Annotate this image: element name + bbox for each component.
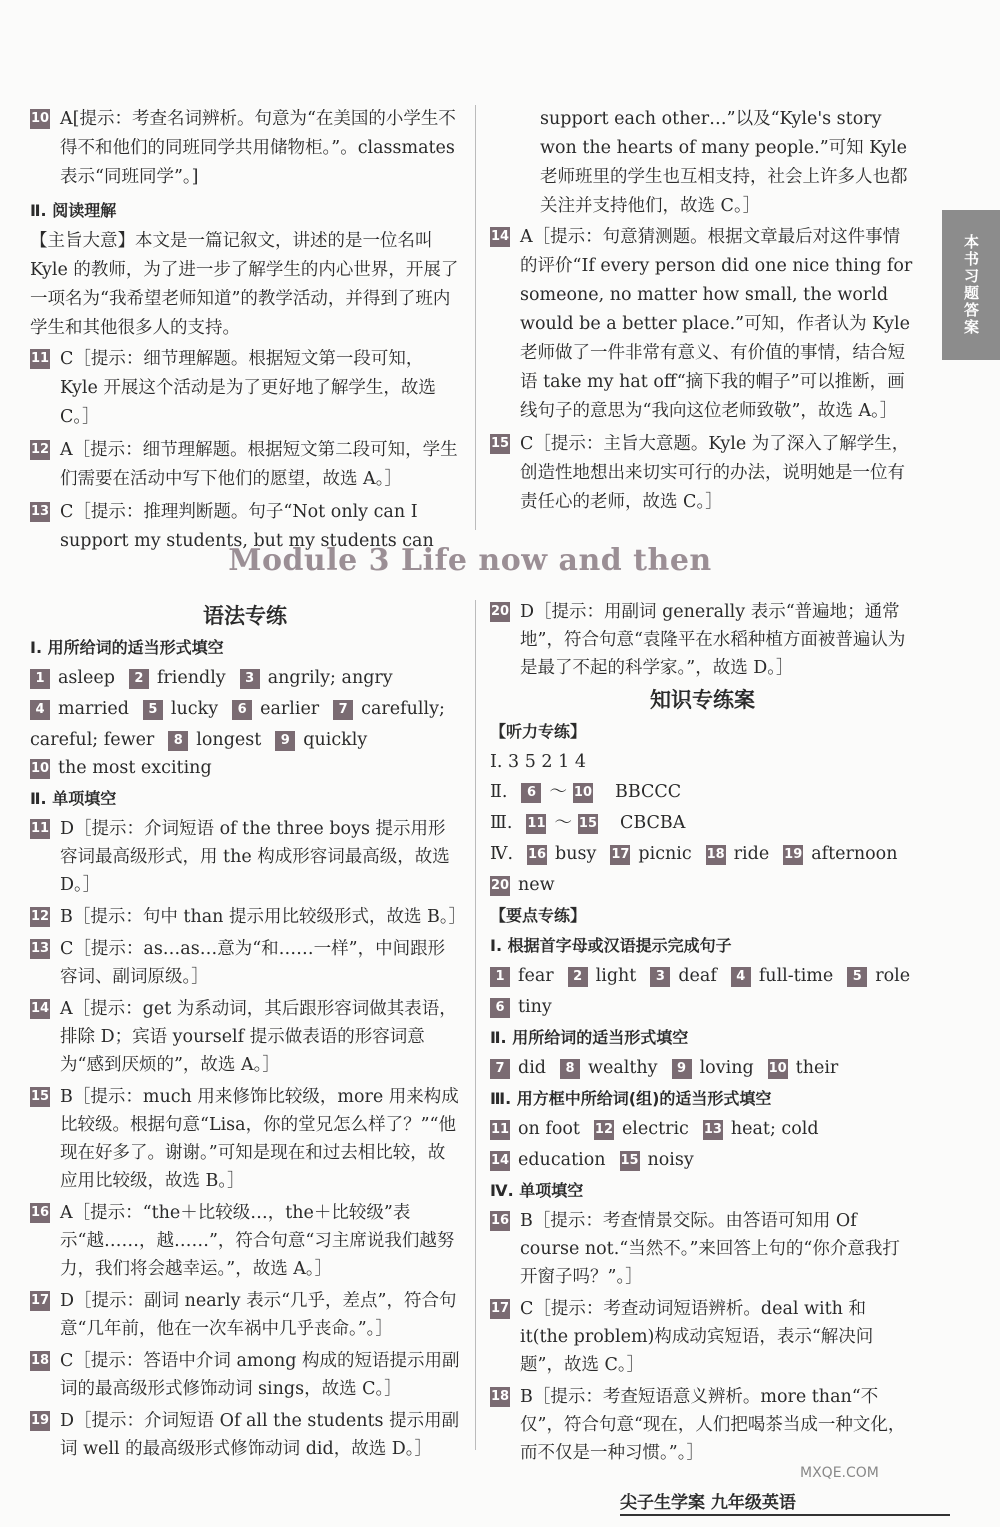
answer-row xyxy=(30,664,460,692)
answer-row xyxy=(490,1146,915,1174)
question-number: 12 xyxy=(30,440,50,460)
answer-entry xyxy=(30,1199,460,1283)
answer-word: electric xyxy=(621,1119,689,1139)
answer-entry xyxy=(30,815,460,899)
question-number: 11 xyxy=(490,1120,510,1140)
question-number: 17 xyxy=(490,1299,510,1319)
question-number: 13 xyxy=(30,502,50,522)
answer-word: earlier xyxy=(260,699,320,719)
question-number: 3 xyxy=(240,669,260,689)
bottom-right-column xyxy=(490,598,915,1471)
answer-text: C［提示：推理判断题。句子“Not only can I support my students, but my students can xyxy=(60,502,434,551)
listening-row: Ⅲ. 11 ～ 15 CBCBA xyxy=(490,809,915,837)
question-number: 2 xyxy=(129,669,149,689)
answer-word: wealthy xyxy=(588,1058,658,1078)
listening-row: Ⅱ. 6 ～ 10 BBCCC xyxy=(490,778,915,806)
answer-text: C［提示：考查动词短语辨析。deal with 和 it(the problem)构成动宾短语，表示“解决问题”，故选 C。］ xyxy=(520,1299,874,1375)
answer-entry xyxy=(30,345,460,432)
question-number: 11 xyxy=(30,819,50,839)
answer-entry xyxy=(490,1295,915,1379)
question-number: 11 xyxy=(30,349,50,369)
answer-word: deaf xyxy=(678,966,717,986)
question-number: 12 xyxy=(30,907,50,927)
answer-row xyxy=(490,993,915,1021)
question-number: 17 xyxy=(30,1291,50,1311)
answer-text: A[提示：考查名词辨析。句意为“在美国的小学生不得不和他们的同班同学共用储物柜。”。classmates 表示“同班同学”。] xyxy=(60,109,456,187)
question-number: 15 xyxy=(620,1151,640,1171)
section-heading: Ⅲ. 用方框中所给词(组)的适当形式填空 xyxy=(490,1089,772,1108)
question-number: 3 xyxy=(650,967,670,987)
section-heading: 【要点专练】 xyxy=(490,906,587,925)
listening-row xyxy=(490,871,915,899)
answer-text: C［提示：答语中介词 among 构成的短语提示用副词的最高级形式修饰动词 sings，故选 C。］ xyxy=(60,1351,460,1399)
answer-word: friendly xyxy=(156,668,226,688)
question-number: 9 xyxy=(672,1059,692,1079)
answer-word: light xyxy=(595,966,637,986)
question-number: 18 xyxy=(490,1387,510,1407)
question-number: 14 xyxy=(490,227,510,247)
answer-entry xyxy=(30,1347,460,1403)
answer-entry xyxy=(30,1083,460,1195)
answer-entry xyxy=(30,935,460,991)
answer-word: heat; cold xyxy=(730,1119,819,1139)
question-number: 18 xyxy=(30,1351,50,1371)
answer-word: loving xyxy=(699,1058,754,1078)
answer-word: tiny xyxy=(518,997,552,1017)
answer-entry xyxy=(490,1383,915,1467)
roman-label: Ⅳ. xyxy=(490,844,514,864)
answer-word: carefully; xyxy=(361,699,445,719)
question-number: 13 xyxy=(30,939,50,959)
answer-word: picnic xyxy=(638,844,692,864)
answer-entry xyxy=(30,995,460,1079)
answer-word: fear xyxy=(518,966,554,986)
answer-row xyxy=(490,962,915,990)
question-number: 7 xyxy=(490,1059,510,1079)
answer-word: did xyxy=(518,1058,547,1078)
question-number: 6 xyxy=(490,998,510,1018)
answer-row xyxy=(30,726,460,782)
answer-word: new xyxy=(518,875,555,895)
answer-word: the most exciting xyxy=(58,758,212,778)
answer-text: A［提示：细节理解题。根据短文第二段可知，学生们需要在活动中写下他们的愿望，故选 A。］ xyxy=(60,440,458,489)
answer-text: B［提示：much 用来修饰比较级，more 用来构成比较级。根据句意“Lisa，你的堂兄怎么样了？”“他现在好多了。谢谢。”可知是现在和过去相比较，故应用比较级，故选 B。］ xyxy=(60,1087,459,1191)
question-number: 13 xyxy=(703,1120,723,1140)
side-tab: 本书习题答案 xyxy=(942,210,1000,360)
answer-entry xyxy=(490,598,915,682)
section-heading: Ⅰ. 根据首字母或汉语提示完成句子 xyxy=(490,936,732,955)
question-number: 4 xyxy=(30,700,50,720)
answer-entry xyxy=(490,223,915,426)
answer-word: role xyxy=(875,966,911,986)
answer-word: quickly xyxy=(303,730,368,750)
section-heading: Ⅳ. 单项填空 xyxy=(490,1181,584,1200)
question-number: 5 xyxy=(143,700,163,720)
question-number: 10 xyxy=(30,759,50,779)
answer-row xyxy=(30,695,460,723)
top-left-column xyxy=(30,105,460,560)
question-number: 15 xyxy=(30,1087,50,1107)
question-number: 8 xyxy=(168,731,188,751)
gist-paragraph: 【主旨大意】本文是一篇记叙文，讲述的是一位名叫 Kyle 的教师，为了进一步了解学生的内心世界，开展了一项名为“我希望老师知道”的教学活动，并得到了班内学生和其他很多人的支持。 xyxy=(30,231,459,338)
question-number: 10 xyxy=(768,1059,788,1079)
question-number: 12 xyxy=(594,1120,614,1140)
listening-answers: Ⅰ. 3 5 2 1 4 xyxy=(490,752,586,772)
section-heading: Ⅱ. 阅读理解 xyxy=(30,201,117,220)
answer-word: CBCBA xyxy=(619,813,686,833)
question-number: 6 xyxy=(521,783,541,803)
top-right-column xyxy=(490,105,915,521)
answer-word: careful; fewer xyxy=(30,730,155,750)
answer-text: A［提示：“the＋比较级…，the＋比较级”表示“越……，越……”，符合句意“习主席说我们越努力，我们将会越幸运。”，故选 A。］ xyxy=(60,1203,455,1279)
knowledge-heading: 知识专练案 xyxy=(650,688,755,712)
answer-word: afternoon xyxy=(811,844,898,864)
question-number: 15 xyxy=(578,814,598,834)
continued-text: support each other…”以及“Kyle's story won the hearts of many people.”可知 Kyle 老师班里的学生也互相支持，社会上许多人也都关注并支持他们，故选 C。］ xyxy=(540,109,908,216)
answer-word: on foot xyxy=(518,1119,580,1139)
question-number: 14 xyxy=(490,1151,510,1171)
answer-word: BBCCC xyxy=(614,782,682,802)
answer-text: A［提示：句意猜测题。根据文章最后对这件事情的评价“If every person did one nice thing for someone, no matter how small, the world would be a better place.”可知，作者认为 Kyle 老师做了一件非常有意义、有价值的事情，结合短语 take my hat off“摘下我的帽子”可以推断，画线句子的意思为“我向这位老师致敬”，故选 A。］ xyxy=(520,227,913,421)
question-number: 19 xyxy=(783,845,803,865)
answer-text: D［提示：介词短语 Of all the students 提示用副词 well 的最高级形式修饰动词 did，故选 D。］ xyxy=(60,1411,460,1459)
module-title: Module 3 Life now and then xyxy=(228,543,712,578)
answer-entry xyxy=(490,1207,915,1291)
question-number: 4 xyxy=(731,967,751,987)
answer-word: longest xyxy=(196,730,262,750)
question-number: 16 xyxy=(490,1211,510,1231)
question-number: 20 xyxy=(490,602,510,622)
answer-word: busy xyxy=(555,844,597,864)
answer-text: B［提示：考查短语意义辨析。more than“不仅”，符合句意“现在，人们把喝茶当成一种文化，而不仅是一种习惯。”。］ xyxy=(520,1387,906,1463)
answer-entry xyxy=(490,430,915,517)
answer-text: B［提示：句中 than 提示用比较级形式，故选 B。］ xyxy=(60,907,467,927)
watermark: MXQE.COM xyxy=(800,1465,879,1481)
answer-text: C［提示：细节理解题。根据短文第一段可知，Kyle 开展这个活动是为了更好地了解学生，故选 C。］ xyxy=(60,349,436,427)
question-number: 17 xyxy=(610,845,630,865)
question-number: 18 xyxy=(706,845,726,865)
question-number: 16 xyxy=(527,845,547,865)
bottom-left-column xyxy=(30,598,467,1467)
question-number: 10 xyxy=(30,109,50,129)
answer-text: B［提示：考查情景交际。由答语可知用 Of course not.“当然不。”来回答上句的“你介意我打开窗子吗？”。］ xyxy=(520,1211,900,1287)
section-heading: 【听力专练】 xyxy=(490,722,587,741)
question-number: 5 xyxy=(847,967,867,987)
answer-word: asleep xyxy=(58,668,115,688)
answer-word: angrily; angry xyxy=(267,668,393,688)
question-number: 1 xyxy=(490,967,510,987)
question-number: 2 xyxy=(568,967,588,987)
answer-text: D［提示：副词 nearly 表示“几乎，差点”，符合句意“几年前，他在一次车祸中几乎丧命。”。］ xyxy=(60,1291,457,1339)
answer-row xyxy=(490,1115,915,1143)
answer-word: lucky xyxy=(170,699,219,719)
question-number: 7 xyxy=(333,700,353,720)
answer-word: education xyxy=(518,1150,606,1170)
column-divider xyxy=(475,600,476,1450)
question-number: 14 xyxy=(30,999,50,1019)
page-footer: 尖子生学案 九年级英语 xyxy=(620,1493,796,1513)
answer-text: D［提示：介词短语 of the three boys 提示用形容词最高级形式，用 the 构成形容词最高级，故选 D。］ xyxy=(60,819,450,895)
answer-entry xyxy=(30,1407,460,1463)
answer-text: C［提示：as…as…意为“和……一样”，中间跟形容词、副词原级。］ xyxy=(60,939,446,987)
answer-text: A［提示：get 为系动词，其后跟形容词做其表语，排除 D；宾语 yourself 提示做表语的形容词意为“感到厌烦的”，故选 A。］ xyxy=(60,999,457,1075)
section-heading: Ⅱ. 单项填空 xyxy=(30,789,117,808)
footer-rule xyxy=(620,1514,950,1516)
listening-row xyxy=(490,840,915,868)
grammar-heading: 语法专练 xyxy=(203,604,287,628)
answer-word: noisy xyxy=(647,1150,694,1170)
column-divider xyxy=(475,105,476,530)
answer-word: full-time xyxy=(758,966,834,986)
section-heading: Ⅱ. 用所给词的适当形式填空 xyxy=(490,1028,689,1047)
question-number: 6 xyxy=(232,700,252,720)
section-heading: Ⅰ. 用所给词的适当形式填空 xyxy=(30,638,224,657)
question-number: 9 xyxy=(275,731,295,751)
question-number: 11 xyxy=(526,814,546,834)
answer-text: D［提示：用副词 generally 表示“普遍地；通常地”，符合句意“袁隆平在水稻种植方面被普遍认为是最了不起的科学家。”，故选 D。］ xyxy=(520,602,906,678)
answer-word: ride xyxy=(733,844,770,864)
question-number: 16 xyxy=(30,1203,50,1223)
answer-text: C［提示：主旨大意题。Kyle 为了深入了解学生，创造性地想出来切实可行的办法，说明她是一位有责任心的老师，故选 C。］ xyxy=(520,434,910,512)
question-number: 20 xyxy=(490,876,510,896)
answer-entry xyxy=(30,105,460,192)
answer-entry xyxy=(30,903,467,931)
answer-word: married xyxy=(58,699,129,719)
answer-row xyxy=(490,1054,915,1082)
question-number: 10 xyxy=(573,783,593,803)
question-number: 1 xyxy=(30,669,50,689)
answer-entry xyxy=(30,1287,460,1343)
roman-label: Ⅱ. xyxy=(490,782,508,802)
question-number: 15 xyxy=(490,434,510,454)
answer-entry xyxy=(30,436,460,494)
roman-label: Ⅲ. xyxy=(490,813,513,833)
question-number: 8 xyxy=(560,1059,580,1079)
answer-word: their xyxy=(795,1058,839,1078)
question-number: 19 xyxy=(30,1411,50,1431)
